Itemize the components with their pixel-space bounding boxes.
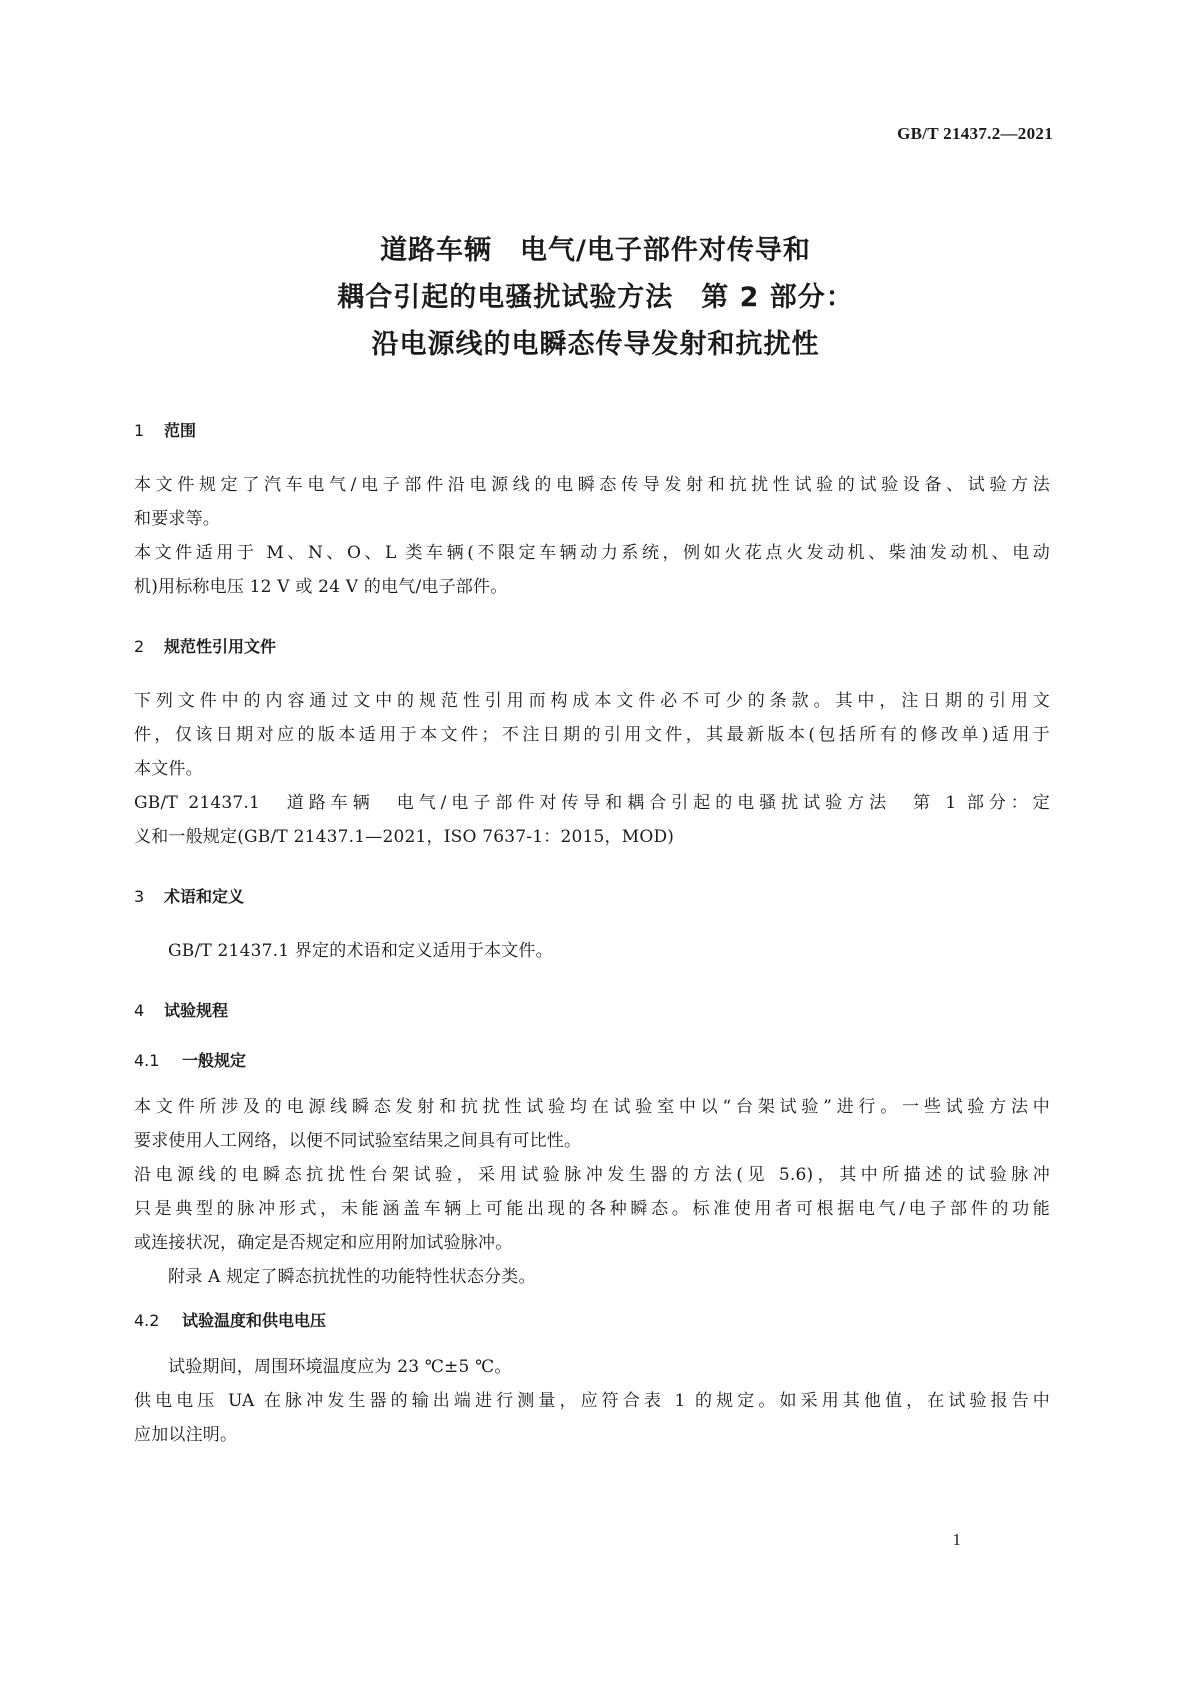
paragraph: 试验期间，周围环境温度应为 23 ℃±5 ℃。 [168,1357,512,1377]
section-heading-4 [134,994,1050,1028]
text-line: 应加以注明。 [134,1425,238,1445]
title-line: 沿电源线的电瞬态传导发射和抗扰性 [371,329,820,360]
paragraph [134,1384,1050,1452]
title-line: 道路车辆 电气/电子部件对传导和 [380,235,811,266]
section-heading-3 [134,880,1050,914]
section-title: 术语和定义 [164,887,245,906]
text-line: 本文件适用于 M、N、O、L 类车辆(不限定车辆动力系统，例如火花点火发动机、柴油发动机、电动 [134,543,1050,563]
paragraph [134,684,1050,786]
paragraph [134,536,1050,604]
text-line: 或连接状况，确定是否规定和应用附加试验脉冲。 [134,1233,513,1253]
document-body [134,414,1050,1452]
text-line: 机)用标称电压 12 V 或 24 V 的电气/电子部件。 [134,577,508,597]
paragraph [134,1158,1050,1260]
section-number: 4 [134,1001,145,1020]
section-title: 试验规程 [164,1001,229,1020]
title-line: 耦合引起的电骚扰试验方法 第 2 部分： [337,282,854,313]
text-line: GB/T 21437.1 道路车辆 电气/电子部件对传导和耦合引起的电骚扰试验方法 第 1 部分：定 [134,793,1050,813]
text-line: 本文件规定了汽车电气/电子部件沿电源线的电瞬态传导发射和抗扰性试验的试验设备、试验方法 [134,475,1050,495]
subsection-number: 4.2 [134,1311,160,1330]
text-line: 本文件。 [134,759,203,779]
normative-reference [134,786,1050,854]
section-title: 规范性引用文件 [164,637,277,656]
text-line: 沿电源线的电瞬态抗扰性台架试验，采用试验脉冲发生器的方法(见 5.6)，其中所描述的试验脉冲 [134,1165,1050,1185]
text-line: 和要求等。 [134,509,220,529]
subsection-title: 一般规定 [182,1051,247,1070]
section-number: 3 [134,887,145,906]
text-line: 下列文件中的内容通过文中的规范性引用而构成本文件必不可少的条款。其中，注日期的引用文 [134,691,1050,711]
paragraph [134,1090,1050,1158]
paragraph [134,468,1050,536]
section-heading-2 [134,630,1050,664]
document-title [0,227,1191,368]
section-number: 2 [134,637,145,656]
standard-number: GB/T 21437.2—2021 [897,124,1053,143]
text-line: 件，仅该日期对应的版本适用于本文件；不注日期的引用文件，其最新版本(包括所有的修改单)适用于 [134,725,1050,745]
text-line: 本文件所涉及的电源线瞬态发射和抗扰性试验均在试验室中以“台架试验”进行。一些试验方法中 [134,1097,1050,1117]
text-line: 只是典型的脉冲形式，未能涵盖车辆上可能出现的各种瞬态。标准使用者可根据电气/电子部件的功能 [134,1199,1050,1219]
paragraph: 附录 A 规定了瞬态抗扰性的功能特性状态分类。 [168,1267,536,1287]
subsection-title: 试验温度和供电电压 [182,1311,327,1330]
subsection-heading-4-1 [134,1044,1050,1078]
text-line: 要求使用人工网络，以便不同试验室结果之间具有可比性。 [134,1131,582,1151]
page-number: 1 [952,1530,961,1549]
paragraph: GB/T 21437.1 界定的术语和定义适用于本文件。 [168,941,553,961]
section-number: 1 [134,421,145,440]
subsection-number: 4.1 [134,1051,160,1070]
text-line: 义和一般规定(GB/T 21437.1—2021，ISO 7637-1：2015，MOD) [134,827,675,847]
text-line: 供电电压 UA 在脉冲发生器的输出端进行测量，应符合表 1 的规定。如采用其他值，在试验报告中 [134,1391,1050,1411]
subsection-heading-4-2 [134,1304,1050,1338]
section-title: 范围 [164,421,197,440]
section-heading-1 [134,414,1050,448]
